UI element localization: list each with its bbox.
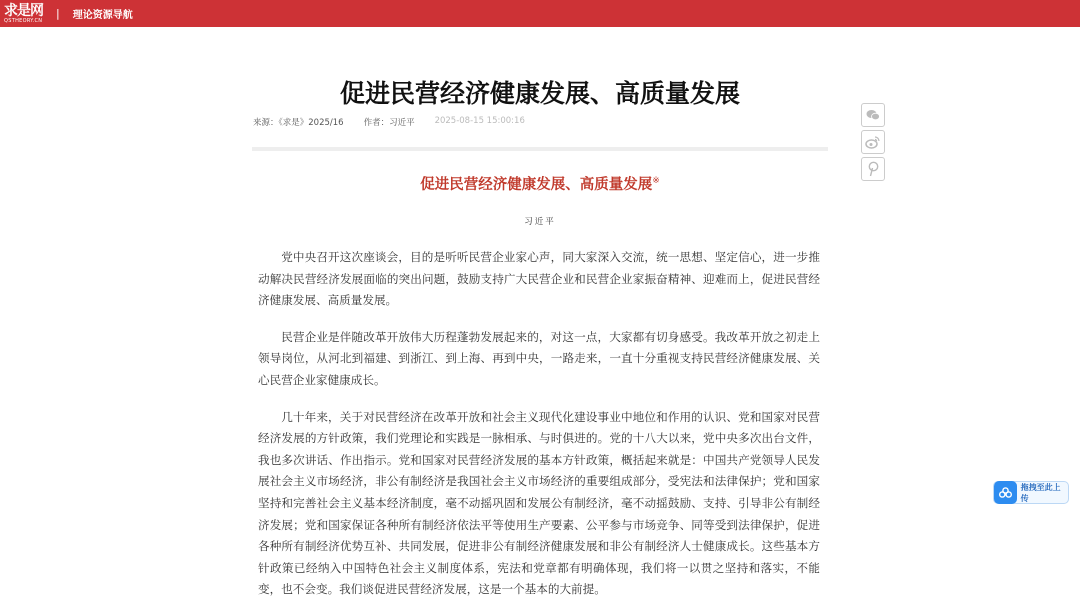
subtitle-text: 促进民营经济健康发展、高质量发展 <box>420 177 653 193</box>
upload-label: 拖拽至此上传 <box>1020 482 1061 503</box>
top-bar <box>0 0 1080 27</box>
site-logo[interactable] <box>4 4 43 24</box>
logo-text: 求是网 <box>4 2 43 19</box>
paragraph: 民营企业是伴随改革开放伟大历程蓬勃发展起来的，对这一点，大家都有切身感受。我改革开放之初走上领导岗位，从河北到福建、到浙江、到上海、再到中央，一路走来，一直十分重视支持民营经济健康发展、关心民营企业家健康成长。 <box>258 329 820 387</box>
article-date: 2025-08-15 15:00:16 <box>434 116 525 126</box>
share-bar <box>861 103 885 181</box>
cloud-upload-icon <box>994 481 1017 504</box>
wechat-icon[interactable] <box>861 103 885 127</box>
article-meta <box>253 116 525 128</box>
footnote-mark[interactable]: ※ <box>652 176 660 187</box>
logo-subtext: QSTHEORY.CN <box>4 17 43 24</box>
weibo-icon[interactable] <box>861 130 885 154</box>
divider <box>252 147 828 151</box>
drag-upload-button[interactable] <box>993 481 1069 504</box>
article-body <box>258 247 820 616</box>
paragraph: 党中央召开这次座谈会，目的是听听民营企业家心声，同大家深入交流，统一思想、坚定信心，进一步推动解决民营经济发展面临的突出问题，鼓励支持广大民营企业和民营企业家振奋精神、迎难而上，促进民营经济健康发展、高质量发展。 <box>258 250 820 308</box>
byline: 习近平 <box>524 217 556 227</box>
article-subtitle <box>0 173 1080 194</box>
page-title: 促进民营经济健康发展、高质量发展 <box>339 79 740 108</box>
article-author: 作者：习近平 <box>363 118 415 128</box>
nav-link-theory-resources[interactable]: 理论资源导航 <box>72 10 133 21</box>
pin-icon[interactable] <box>861 157 885 181</box>
paragraph: 几十年来，关于对民营经济在改革开放和社会主义现代化建设事业中地位和作用的认识、党和国家对民营经济发展的方针政策，我们党理论和实践是一脉相承、与时俱进的。党的十八大以来，党中央多次出台文件，我也多次讲话、作出指示。党和国家对民营经济发展的基本方针政策，概括起来就是：中国共产党领导人民发展社会主义市场经济，非公有制经济是我国社会主义市场经济的重要组成部分，受宪法和法律保护；党和国家坚持和完善社会主义基本经济制度，毫不动摇巩固和发展公有制经济，毫不动摇鼓励、支持、引导非公有制经济发展；党和国家保证各种所有制经济依法平等使用生产要素、公平参与市场竞争、同等受到法律保护，促进各种所有制经济优势互补、共同发展，促进非公有制经济健康发展和非公有制经济人士健康成长。这些基本方针政策已经纳入中国特色社会主义制度体系，宪法和党章都有明确体现，我们将一以贯之坚持和落实，不能变，也不会变。我们谈促进民营经济发展，这是一个基本的大前提。 <box>258 409 820 597</box>
article-source: 来源：《求是》2025/16 <box>253 118 344 128</box>
header-separator: | <box>56 7 60 20</box>
